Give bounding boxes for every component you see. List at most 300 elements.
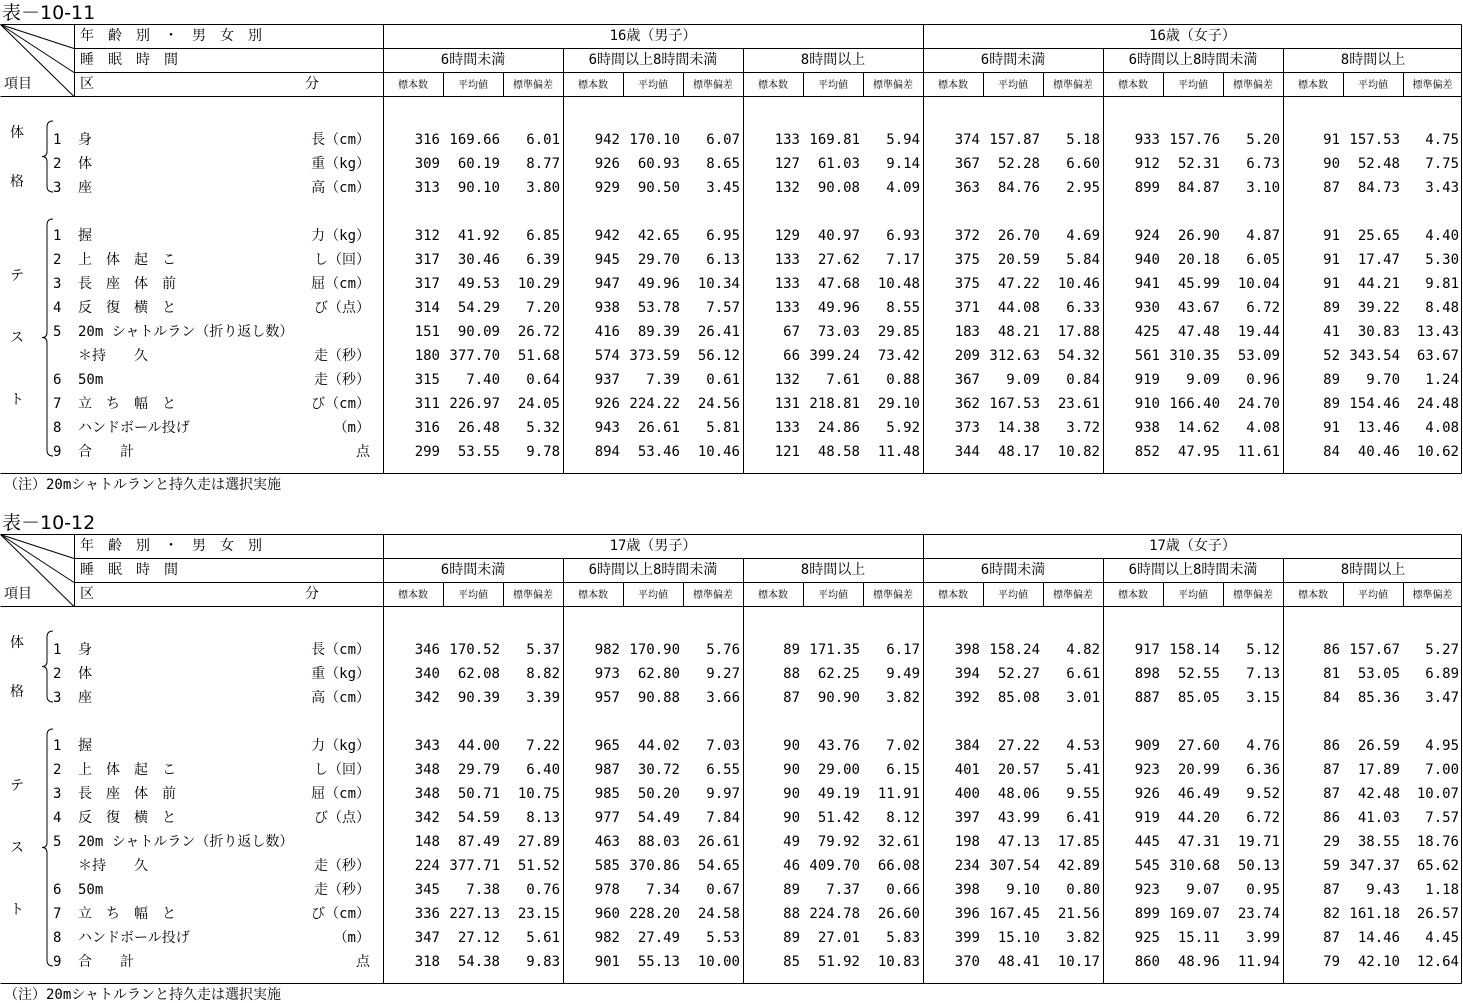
table-cell: 86 bbox=[1323, 810, 1340, 826]
table-cell: 6.41 bbox=[1066, 810, 1100, 826]
table-cell: 545 bbox=[1134, 858, 1160, 874]
table-cell: 48.58 bbox=[817, 444, 860, 460]
stat-header: 標準偏差 bbox=[873, 590, 913, 601]
table-cell: 170.90 bbox=[629, 642, 680, 658]
table-cell: 121 bbox=[774, 444, 800, 460]
row-unit: し（回） bbox=[314, 762, 370, 778]
table-cell: 24.48 bbox=[1416, 396, 1459, 412]
table-cell: 17.88 bbox=[1057, 324, 1100, 340]
sleep-group-label: 6時間以上8時間未満 bbox=[1128, 52, 1258, 68]
row-name: ＊持 久 bbox=[78, 858, 148, 874]
row-name: 立 ち 幅 と bbox=[78, 396, 176, 412]
table-cell: 0.80 bbox=[1066, 882, 1100, 898]
grid-line bbox=[1, 25, 75, 73]
table-cell: 87 bbox=[1323, 882, 1340, 898]
table-cell: 42.89 bbox=[1057, 858, 1100, 874]
table-cell: 50.13 bbox=[1237, 858, 1280, 874]
table-cell: 50.20 bbox=[637, 786, 680, 802]
sleep-group-label: 6時間未満 bbox=[440, 52, 506, 68]
brace-icon bbox=[42, 121, 53, 192]
table-cell: 26.61 bbox=[697, 834, 740, 850]
table-cell: 48.17 bbox=[997, 444, 1040, 460]
table-cell: 73.42 bbox=[877, 348, 920, 364]
table-cell: 132 bbox=[774, 372, 800, 388]
table-cell: 60.19 bbox=[457, 156, 500, 172]
table-cell: 32.61 bbox=[877, 834, 920, 850]
table-cell: 5.53 bbox=[706, 930, 740, 946]
table-cell: 9.55 bbox=[1066, 786, 1100, 802]
table-cell: 373.59 bbox=[629, 348, 680, 364]
table-cell: 88 bbox=[783, 666, 800, 682]
row-name: ハンドボール投げ bbox=[78, 420, 190, 436]
table-cell: 91 bbox=[1323, 276, 1340, 292]
female-group-label: 17歳（女子） bbox=[1149, 538, 1236, 554]
table-cell: 89 bbox=[1323, 300, 1340, 316]
table-cell: 6.72 bbox=[1246, 300, 1280, 316]
row-number: 1 bbox=[53, 132, 62, 148]
table-cell: 87.49 bbox=[457, 834, 500, 850]
row-unit: 走（秒） bbox=[314, 858, 370, 874]
table-cell: 899 bbox=[1134, 180, 1160, 196]
stat-header: 平均値 bbox=[458, 80, 488, 91]
row-unit: 長（cm） bbox=[311, 642, 370, 658]
table-cell: 42.65 bbox=[637, 228, 680, 244]
table-cell: 26.48 bbox=[457, 420, 500, 436]
table-cell: 48.96 bbox=[1177, 954, 1220, 970]
grid-line bbox=[1, 25, 75, 49]
sleep-group-label: 8時間以上 bbox=[1340, 52, 1406, 68]
table-cell: 362 bbox=[954, 396, 980, 412]
table-cell: 26.57 bbox=[1416, 906, 1459, 922]
table-cell: 399 bbox=[954, 930, 980, 946]
group-label-taikaku: 格 bbox=[10, 174, 24, 190]
table-cell: 957 bbox=[594, 690, 620, 706]
stat-header: 標準偏差 bbox=[693, 80, 733, 91]
table-cell: 912 bbox=[1134, 156, 1160, 172]
row-number: 3 bbox=[53, 690, 62, 706]
table-cell: 44.08 bbox=[997, 300, 1040, 316]
table-cell: 46 bbox=[783, 858, 800, 874]
table-cell: 91 bbox=[1323, 252, 1340, 268]
table-cell: 398 bbox=[954, 642, 980, 658]
table-cell: 23.74 bbox=[1237, 906, 1280, 922]
table-cell: 49.53 bbox=[457, 276, 500, 292]
table-cell: 926 bbox=[594, 396, 620, 412]
table-cell: 90.08 bbox=[817, 180, 860, 196]
table-cell: 171.35 bbox=[809, 642, 860, 658]
table-cell: 8.55 bbox=[886, 300, 920, 316]
table-cell: 198 bbox=[954, 834, 980, 850]
table-cell: 377.71 bbox=[449, 858, 500, 874]
group-label-test: テ bbox=[10, 778, 24, 794]
stat-header: 平均値 bbox=[1178, 590, 1208, 601]
table-cell: 133 bbox=[774, 252, 800, 268]
table-cell: 44.21 bbox=[1357, 276, 1400, 292]
table-cell: 49 bbox=[783, 834, 800, 850]
table-cell: 5.61 bbox=[526, 930, 560, 946]
row-unit: 高（cm） bbox=[311, 690, 370, 706]
header-bun: 分 bbox=[305, 586, 319, 602]
table-cell: 6.60 bbox=[1066, 156, 1100, 172]
table-cell: 54.32 bbox=[1057, 348, 1100, 364]
table-cell: 6.93 bbox=[886, 228, 920, 244]
table-cell: 30.72 bbox=[637, 762, 680, 778]
table-cell: 226.97 bbox=[449, 396, 500, 412]
table-cell: 371 bbox=[954, 300, 980, 316]
table-cell: 10.83 bbox=[877, 954, 920, 970]
table-cell: 982 bbox=[594, 930, 620, 946]
table-cell: 84 bbox=[1323, 444, 1340, 460]
table-cell: 9.43 bbox=[1366, 882, 1400, 898]
table-cell: 7.57 bbox=[1425, 810, 1459, 826]
table-cell: 315 bbox=[414, 372, 440, 388]
table-cell: 29.79 bbox=[457, 762, 500, 778]
row-unit: 力（kg） bbox=[311, 228, 370, 244]
table-cell: 973 bbox=[594, 666, 620, 682]
stat-header: 標本数 bbox=[758, 80, 788, 91]
group-label-taikaku: 体 bbox=[10, 635, 24, 651]
table-cell: 41 bbox=[1323, 324, 1340, 340]
stat-header: 標本数 bbox=[1298, 80, 1328, 91]
table-cell: 91 bbox=[1323, 132, 1340, 148]
row-name: 反 復 横 と bbox=[78, 300, 176, 316]
table-cell: 401 bbox=[954, 762, 980, 778]
row-number: 4 bbox=[53, 300, 62, 316]
table-cell: 340 bbox=[414, 666, 440, 682]
table-cell: 54.29 bbox=[457, 300, 500, 316]
table-cell: 21.56 bbox=[1057, 906, 1100, 922]
table-cell: 10.07 bbox=[1416, 786, 1459, 802]
table-cell: 8.77 bbox=[526, 156, 560, 172]
table-cell: 10.34 bbox=[697, 276, 740, 292]
table-cell: 917 bbox=[1134, 642, 1160, 658]
row-number: 5 bbox=[53, 324, 62, 340]
group-label-test: テ bbox=[10, 268, 24, 284]
sleep-group-label: 8時間以上 bbox=[1340, 562, 1406, 578]
table-cell: 61.03 bbox=[817, 156, 860, 172]
sleep-group-label: 6時間未満 bbox=[980, 52, 1046, 68]
table-cell: 9.27 bbox=[706, 666, 740, 682]
table-cell: 55.13 bbox=[637, 954, 680, 970]
table-cell: 24.58 bbox=[697, 906, 740, 922]
table-cell: 90 bbox=[783, 786, 800, 802]
table-cell: 228.20 bbox=[629, 906, 680, 922]
table-cell: 87 bbox=[1323, 180, 1340, 196]
table-cell: 48.21 bbox=[997, 324, 1040, 340]
table-cell: 49.96 bbox=[637, 276, 680, 292]
table-cell: 5.12 bbox=[1246, 642, 1280, 658]
table-cell: 314 bbox=[414, 300, 440, 316]
row-name: 長 座 体 前 bbox=[78, 276, 176, 292]
table-cell: 940 bbox=[1134, 252, 1160, 268]
header-kubun: 区 bbox=[80, 76, 94, 92]
table-cell: 887 bbox=[1134, 690, 1160, 706]
table-cell: 47.68 bbox=[817, 276, 860, 292]
table-cell: 48.06 bbox=[997, 786, 1040, 802]
grid-line bbox=[1, 535, 75, 583]
table-cell: 899 bbox=[1134, 906, 1160, 922]
table-cell: 370 bbox=[954, 954, 980, 970]
row-name: 立 ち 幅 と bbox=[78, 906, 176, 922]
table-cell: 943 bbox=[594, 420, 620, 436]
table-cell: 11.94 bbox=[1237, 954, 1280, 970]
table-cell: 41.92 bbox=[457, 228, 500, 244]
table-cell: 316 bbox=[414, 132, 440, 148]
table-cell: 26.60 bbox=[877, 906, 920, 922]
header-sleep-time: 睡 眠 時 間 bbox=[80, 52, 178, 68]
stat-header: 平均値 bbox=[458, 590, 488, 601]
stat-header: 標準偏差 bbox=[1233, 80, 1273, 91]
row-name: 長 座 体 前 bbox=[78, 786, 176, 802]
table-cell: 4.82 bbox=[1066, 642, 1100, 658]
table-cell: 157.53 bbox=[1349, 132, 1400, 148]
table-cell: 90.50 bbox=[637, 180, 680, 196]
table-cell: 234 bbox=[954, 858, 980, 874]
table-cell: 3.15 bbox=[1246, 690, 1280, 706]
table-cell: 392 bbox=[954, 690, 980, 706]
table-cell: 1.24 bbox=[1425, 372, 1459, 388]
table-cell: 82 bbox=[1323, 906, 1340, 922]
table-cell: 40.46 bbox=[1357, 444, 1400, 460]
table-cell: 183 bbox=[954, 324, 980, 340]
header-age-sex: 年 齢 別 ・ 男 女 別 bbox=[80, 538, 262, 554]
table-cell: 27.89 bbox=[517, 834, 560, 850]
table-cell: 43.67 bbox=[1177, 300, 1220, 316]
table-cell: 53.09 bbox=[1237, 348, 1280, 364]
table-cell: 133 bbox=[774, 276, 800, 292]
table-cell: 945 bbox=[594, 252, 620, 268]
table-cell: 52.27 bbox=[997, 666, 1040, 682]
table-cell: 24.56 bbox=[697, 396, 740, 412]
table-cell: 84.73 bbox=[1357, 180, 1400, 196]
row-unit: び（cm） bbox=[311, 396, 370, 412]
row-unit: び（点） bbox=[314, 810, 370, 826]
stat-header: 標本数 bbox=[398, 590, 428, 601]
table-cell: 860 bbox=[1134, 954, 1160, 970]
table-cell: 20.59 bbox=[997, 252, 1040, 268]
table-cell: 342 bbox=[414, 810, 440, 826]
table-cell: 50.71 bbox=[457, 786, 500, 802]
stat-header: 平均値 bbox=[638, 80, 668, 91]
table-cell: 29.70 bbox=[637, 252, 680, 268]
table-note: （注）20mシャトルランと持久走は選択実施 bbox=[4, 477, 282, 493]
row-name: 体 bbox=[78, 156, 92, 172]
table-cell: 10.62 bbox=[1416, 444, 1459, 460]
table-cell: 4.87 bbox=[1246, 228, 1280, 244]
table-cell: 312 bbox=[414, 228, 440, 244]
table-cell: 26.61 bbox=[637, 420, 680, 436]
table-cell: 312.63 bbox=[989, 348, 1040, 364]
table-cell: 224 bbox=[414, 858, 440, 874]
table-cell: 5.32 bbox=[526, 420, 560, 436]
table-cell: 19.71 bbox=[1237, 834, 1280, 850]
row-name: 握 bbox=[78, 738, 92, 754]
table-cell: 89 bbox=[1323, 372, 1340, 388]
stat-header: 標準偏差 bbox=[873, 80, 913, 91]
row-number: 3 bbox=[53, 786, 62, 802]
table-cell: 7.03 bbox=[706, 738, 740, 754]
table-cell: 4.76 bbox=[1246, 738, 1280, 754]
table-cell: 227.13 bbox=[449, 906, 500, 922]
row-number: 9 bbox=[53, 444, 62, 460]
table-cell: 463 bbox=[594, 834, 620, 850]
table-cell: 89.39 bbox=[637, 324, 680, 340]
table-cell: 346 bbox=[414, 642, 440, 658]
table-cell: 6.55 bbox=[706, 762, 740, 778]
table-cell: 29 bbox=[1323, 834, 1340, 850]
table-cell: 27.01 bbox=[817, 930, 860, 946]
table-cell: 923 bbox=[1134, 762, 1160, 778]
table-cell: 10.00 bbox=[697, 954, 740, 970]
table-cell: 9.81 bbox=[1425, 276, 1459, 292]
row-number: 1 bbox=[53, 738, 62, 754]
table-cell: 9.70 bbox=[1366, 372, 1400, 388]
row-number: 2 bbox=[53, 252, 62, 268]
stat-header: 平均値 bbox=[638, 590, 668, 601]
table-cell: 919 bbox=[1134, 372, 1160, 388]
table-cell: 42.48 bbox=[1357, 786, 1400, 802]
table-cell: 84.87 bbox=[1177, 180, 1220, 196]
table-cell: 416 bbox=[594, 324, 620, 340]
stat-header: 平均値 bbox=[818, 590, 848, 601]
table-cell: 965 bbox=[594, 738, 620, 754]
table-cell: 10.17 bbox=[1057, 954, 1100, 970]
table-cell: 167.45 bbox=[989, 906, 1040, 922]
table-cell: 925 bbox=[1134, 930, 1160, 946]
table-cell: 3.66 bbox=[706, 690, 740, 706]
table-cell: 6.40 bbox=[526, 762, 560, 778]
brace-icon bbox=[42, 631, 53, 702]
table-cell: 3.01 bbox=[1066, 690, 1100, 706]
table-cell: 27.62 bbox=[817, 252, 860, 268]
female-group-label: 16歳（女子） bbox=[1149, 28, 1236, 44]
table-cell: 310.68 bbox=[1169, 858, 1220, 874]
table-cell: 3.39 bbox=[526, 690, 560, 706]
table-cell: 342 bbox=[414, 690, 440, 706]
table-cell: 133 bbox=[774, 300, 800, 316]
table-cell: 5.20 bbox=[1246, 132, 1280, 148]
table-cell: 8.65 bbox=[706, 156, 740, 172]
table-cell: 3.43 bbox=[1425, 180, 1459, 196]
table-cell: 923 bbox=[1134, 882, 1160, 898]
table-cell: 170.10 bbox=[629, 132, 680, 148]
table-cell: 985 bbox=[594, 786, 620, 802]
table-cell: 898 bbox=[1134, 666, 1160, 682]
table-cell: 2.95 bbox=[1066, 180, 1100, 196]
table-cell: 942 bbox=[594, 132, 620, 148]
table-cell: 27.49 bbox=[637, 930, 680, 946]
table-cell: 6.72 bbox=[1246, 810, 1280, 826]
table-cell: 46.49 bbox=[1177, 786, 1220, 802]
row-unit: び（点） bbox=[314, 300, 370, 316]
table-cell: 90.88 bbox=[637, 690, 680, 706]
table-cell: 148 bbox=[414, 834, 440, 850]
table-cell: 89 bbox=[783, 642, 800, 658]
table-cell: 318 bbox=[414, 954, 440, 970]
stat-header: 標準偏差 bbox=[513, 590, 553, 601]
table-cell: 133 bbox=[774, 132, 800, 148]
table-cell: 62.08 bbox=[457, 666, 500, 682]
table-cell: 396 bbox=[954, 906, 980, 922]
row-name: 50m bbox=[78, 882, 104, 898]
table-cell: 933 bbox=[1134, 132, 1160, 148]
table-cell: 5.37 bbox=[526, 642, 560, 658]
table-note: （注）20mシャトルランと持久走は選択実施 bbox=[4, 987, 282, 1003]
row-name: 合 計 bbox=[78, 954, 134, 970]
table-cell: 40.97 bbox=[817, 228, 860, 244]
table-cell: 49.96 bbox=[817, 300, 860, 316]
table-cell: 52.31 bbox=[1177, 156, 1220, 172]
male-group-label: 16歳（男子） bbox=[609, 28, 697, 44]
table-cell: 88 bbox=[783, 906, 800, 922]
row-name: 座 bbox=[78, 180, 92, 196]
table-cell: 131 bbox=[774, 396, 800, 412]
row-name: 上 体 起 こ bbox=[78, 252, 176, 268]
row-name: 50m bbox=[78, 372, 104, 388]
stat-header: 平均値 bbox=[818, 80, 848, 91]
table-cell: 91 bbox=[1323, 228, 1340, 244]
table-cell: 43.76 bbox=[817, 738, 860, 754]
row-number: 6 bbox=[53, 372, 62, 388]
table-cell: 20.18 bbox=[1177, 252, 1220, 268]
table-cell: 987 bbox=[594, 762, 620, 778]
table-cell: 7.84 bbox=[706, 810, 740, 826]
table-cell: 299 bbox=[414, 444, 440, 460]
table-cell: 0.95 bbox=[1246, 882, 1280, 898]
table-cell: 17.89 bbox=[1357, 762, 1400, 778]
table-cell: 7.02 bbox=[886, 738, 920, 754]
table-cell: 8.12 bbox=[886, 810, 920, 826]
sleep-group-label: 8時間以上 bbox=[800, 562, 866, 578]
row-number: 3 bbox=[53, 180, 62, 196]
header-kubun: 区 bbox=[80, 586, 94, 602]
table-cell: 6.61 bbox=[1066, 666, 1100, 682]
table-cell: 6.85 bbox=[526, 228, 560, 244]
table-cell: 375 bbox=[954, 276, 980, 292]
table-cell: 316 bbox=[414, 420, 440, 436]
table-cell: 38.55 bbox=[1357, 834, 1400, 850]
row-number: 3 bbox=[53, 276, 62, 292]
table-cell: 89 bbox=[1323, 396, 1340, 412]
table-cell: 310.35 bbox=[1169, 348, 1220, 364]
group-label-test: ス bbox=[10, 330, 24, 346]
stat-header: 標本数 bbox=[938, 590, 968, 601]
row-name: 座 bbox=[78, 690, 92, 706]
row-name: ハンドボール投げ bbox=[78, 930, 190, 946]
table-cell: 7.57 bbox=[706, 300, 740, 316]
table-cell: 6.07 bbox=[706, 132, 740, 148]
table-cell: 0.67 bbox=[706, 882, 740, 898]
table-cell: 47.48 bbox=[1177, 324, 1220, 340]
table-cell: 919 bbox=[1134, 810, 1160, 826]
table-cell: 52.48 bbox=[1357, 156, 1400, 172]
table-cell: 66.08 bbox=[877, 858, 920, 874]
stat-header: 標本数 bbox=[578, 590, 608, 601]
row-unit: （m） bbox=[333, 930, 370, 946]
stat-header: 標本数 bbox=[578, 80, 608, 91]
table-cell: 30.46 bbox=[457, 252, 500, 268]
table-cell: 52 bbox=[1323, 348, 1340, 364]
table-cell: 561 bbox=[1134, 348, 1160, 364]
group-label-taikaku: 格 bbox=[10, 684, 24, 700]
table-cell: 7.22 bbox=[526, 738, 560, 754]
table-cell: 127 bbox=[774, 156, 800, 172]
table-cell: 17.47 bbox=[1357, 252, 1400, 268]
table-cell: 343 bbox=[414, 738, 440, 754]
table-cell: 45.99 bbox=[1177, 276, 1220, 292]
table-cell: 399.24 bbox=[809, 348, 860, 364]
table-cell: 29.10 bbox=[877, 396, 920, 412]
